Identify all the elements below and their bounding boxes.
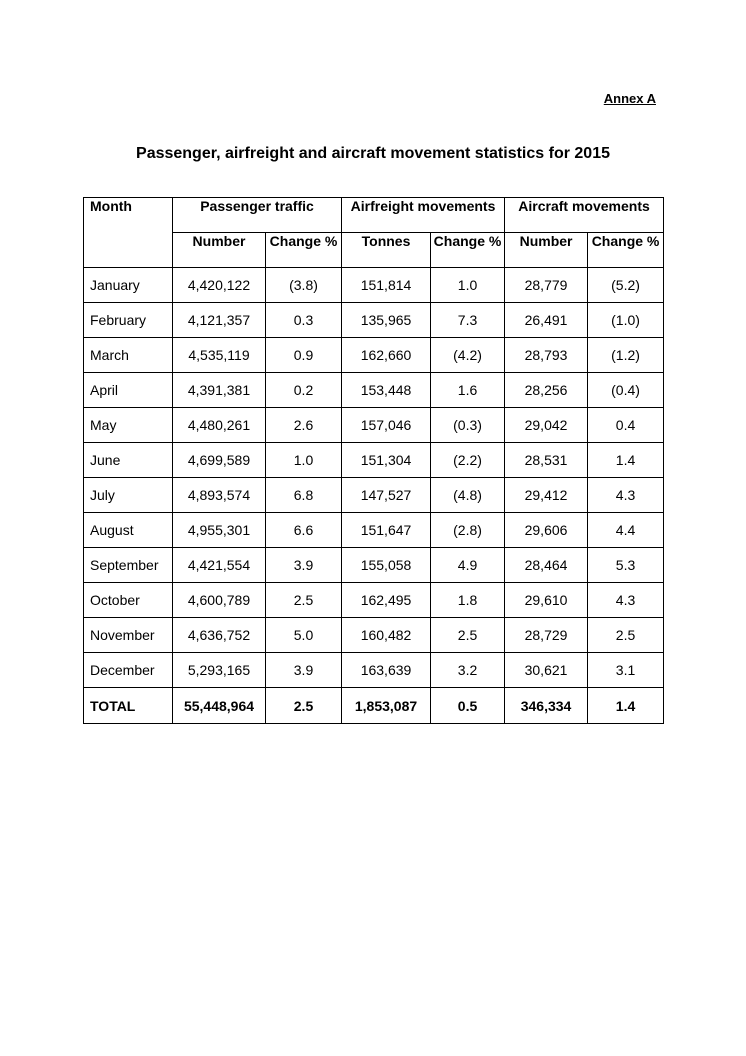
aircraft-change-cell: 3.1 xyxy=(588,653,664,688)
statistics-table xyxy=(83,197,664,724)
document-title: Passenger, airfreight and aircraft movement statistics for 2015 xyxy=(136,145,610,162)
aircraft-change-cell: 5.3 xyxy=(588,548,664,583)
month-cell: July xyxy=(84,478,173,513)
airfreight-tonnes-cell: 162,495 xyxy=(342,583,431,618)
passenger-change-cell: 1.0 xyxy=(266,443,342,478)
airfreight-tonnes-cell: 147,527 xyxy=(342,478,431,513)
aircraft-movements-header: Aircraft movements xyxy=(505,198,664,233)
airfreight-change-cell: (4.8) xyxy=(431,478,505,513)
passenger-traffic-header: Passenger traffic xyxy=(173,198,342,233)
aircraft-change-cell: (0.4) xyxy=(588,373,664,408)
month-cell: December xyxy=(84,653,173,688)
table-row xyxy=(84,478,664,513)
aircraft-change-cell: 4.3 xyxy=(588,583,664,618)
passenger-number-cell: 4,955,301 xyxy=(173,513,266,548)
passenger-change-cell: 0.2 xyxy=(266,373,342,408)
passenger-change-cell: 3.9 xyxy=(266,548,342,583)
month-column-header: Month xyxy=(84,198,173,268)
aircraft-number-cell: 26,491 xyxy=(505,303,588,338)
aircraft-number-cell: 29,610 xyxy=(505,583,588,618)
total-passenger-change-cell: 2.5 xyxy=(266,688,342,724)
aircraft-change-cell: 2.5 xyxy=(588,618,664,653)
passenger-number-cell: 4,535,119 xyxy=(173,338,266,373)
aircraft-number-cell: 28,793 xyxy=(505,338,588,373)
passenger-number-cell: 4,600,789 xyxy=(173,583,266,618)
aircraft-number-cell: 29,412 xyxy=(505,478,588,513)
passenger-number-cell: 4,421,554 xyxy=(173,548,266,583)
total-row xyxy=(84,688,664,724)
airfreight-change-cell: 1.8 xyxy=(431,583,505,618)
passenger-change-cell: (3.8) xyxy=(266,268,342,303)
airfreight-tonnes-cell: 163,639 xyxy=(342,653,431,688)
airfreight-change-cell: (4.2) xyxy=(431,338,505,373)
month-cell: March xyxy=(84,338,173,373)
table-row xyxy=(84,268,664,303)
passenger-change-cell: 6.8 xyxy=(266,478,342,513)
month-cell: September xyxy=(84,548,173,583)
month-cell: April xyxy=(84,373,173,408)
airfreight-change-cell: (2.2) xyxy=(431,443,505,478)
aircraft-number-cell: 28,531 xyxy=(505,443,588,478)
airfreight-movements-header: Airfreight movements xyxy=(342,198,505,233)
annex-label: Annex A xyxy=(603,91,656,106)
aircraft-change-cell: 4.3 xyxy=(588,478,664,513)
airfreight-tonnes-cell: 151,814 xyxy=(342,268,431,303)
total-aircraft-number-cell: 346,334 xyxy=(505,688,588,724)
airfreight-tonnes-cell: 157,046 xyxy=(342,408,431,443)
airfreight-tonnes-cell: 162,660 xyxy=(342,338,431,373)
airfreight-tonnes-header: Tonnes xyxy=(342,233,431,268)
aircraft-change-cell: 1.4 xyxy=(588,443,664,478)
total-airfreight-change-cell: 0.5 xyxy=(431,688,505,724)
month-cell: October xyxy=(84,583,173,618)
table-row xyxy=(84,513,664,548)
total-aircraft-change-cell: 1.4 xyxy=(588,688,664,724)
aircraft-number-cell: 28,256 xyxy=(505,373,588,408)
aircraft-number-cell: 29,042 xyxy=(505,408,588,443)
airfreight-tonnes-cell: 153,448 xyxy=(342,373,431,408)
total-label-cell: TOTAL xyxy=(84,688,173,724)
aircraft-number-header: Number xyxy=(505,233,588,268)
month-cell: May xyxy=(84,408,173,443)
passenger-change-cell: 2.5 xyxy=(266,583,342,618)
airfreight-change-header: Change % xyxy=(431,233,505,268)
aircraft-number-cell: 28,779 xyxy=(505,268,588,303)
passenger-number-cell: 4,893,574 xyxy=(173,478,266,513)
airfreight-change-cell: 4.9 xyxy=(431,548,505,583)
passenger-change-cell: 0.9 xyxy=(266,338,342,373)
aircraft-number-cell: 28,464 xyxy=(505,548,588,583)
month-cell: June xyxy=(84,443,173,478)
passenger-change-cell: 6.6 xyxy=(266,513,342,548)
total-airfreight-tonnes-cell: 1,853,087 xyxy=(342,688,431,724)
month-cell: August xyxy=(84,513,173,548)
aircraft-change-cell: (5.2) xyxy=(588,268,664,303)
passenger-number-cell: 4,480,261 xyxy=(173,408,266,443)
total-passenger-number-cell: 55,448,964 xyxy=(173,688,266,724)
passenger-number-cell: 4,636,752 xyxy=(173,618,266,653)
month-cell: January xyxy=(84,268,173,303)
passenger-number-cell: 4,121,357 xyxy=(173,303,266,338)
table-row xyxy=(84,373,664,408)
passenger-change-cell: 2.6 xyxy=(266,408,342,443)
month-cell: February xyxy=(84,303,173,338)
aircraft-number-cell: 30,621 xyxy=(505,653,588,688)
table-row xyxy=(84,653,664,688)
airfreight-tonnes-cell: 155,058 xyxy=(342,548,431,583)
passenger-number-cell: 4,391,381 xyxy=(173,373,266,408)
airfreight-tonnes-cell: 135,965 xyxy=(342,303,431,338)
airfreight-tonnes-cell: 151,647 xyxy=(342,513,431,548)
passenger-change-cell: 5.0 xyxy=(266,618,342,653)
passenger-number-cell: 4,420,122 xyxy=(173,268,266,303)
airfreight-change-cell: 3.2 xyxy=(431,653,505,688)
aircraft-change-cell: (1.0) xyxy=(588,303,664,338)
passenger-change-header: Change % xyxy=(266,233,342,268)
table-row xyxy=(84,338,664,373)
passenger-number-header: Number xyxy=(173,233,266,268)
table-row xyxy=(84,303,664,338)
table-row xyxy=(84,408,664,443)
passenger-change-cell: 0.3 xyxy=(266,303,342,338)
month-cell: November xyxy=(84,618,173,653)
table-row xyxy=(84,548,664,583)
passenger-number-cell: 5,293,165 xyxy=(173,653,266,688)
passenger-change-cell: 3.9 xyxy=(266,653,342,688)
aircraft-change-cell: 4.4 xyxy=(588,513,664,548)
aircraft-change-header: Change % xyxy=(588,233,664,268)
airfreight-change-cell: 1.0 xyxy=(431,268,505,303)
aircraft-number-cell: 28,729 xyxy=(505,618,588,653)
airfreight-tonnes-cell: 151,304 xyxy=(342,443,431,478)
airfreight-change-cell: (2.8) xyxy=(431,513,505,548)
passenger-number-cell: 4,699,589 xyxy=(173,443,266,478)
table-row xyxy=(84,618,664,653)
aircraft-change-cell: (1.2) xyxy=(588,338,664,373)
airfreight-change-cell: 1.6 xyxy=(431,373,505,408)
airfreight-change-cell: (0.3) xyxy=(431,408,505,443)
airfreight-tonnes-cell: 160,482 xyxy=(342,618,431,653)
aircraft-number-cell: 29,606 xyxy=(505,513,588,548)
table-row xyxy=(84,443,664,478)
airfreight-change-cell: 2.5 xyxy=(431,618,505,653)
table-row xyxy=(84,583,664,618)
aircraft-change-cell: 0.4 xyxy=(588,408,664,443)
airfreight-change-cell: 7.3 xyxy=(431,303,505,338)
